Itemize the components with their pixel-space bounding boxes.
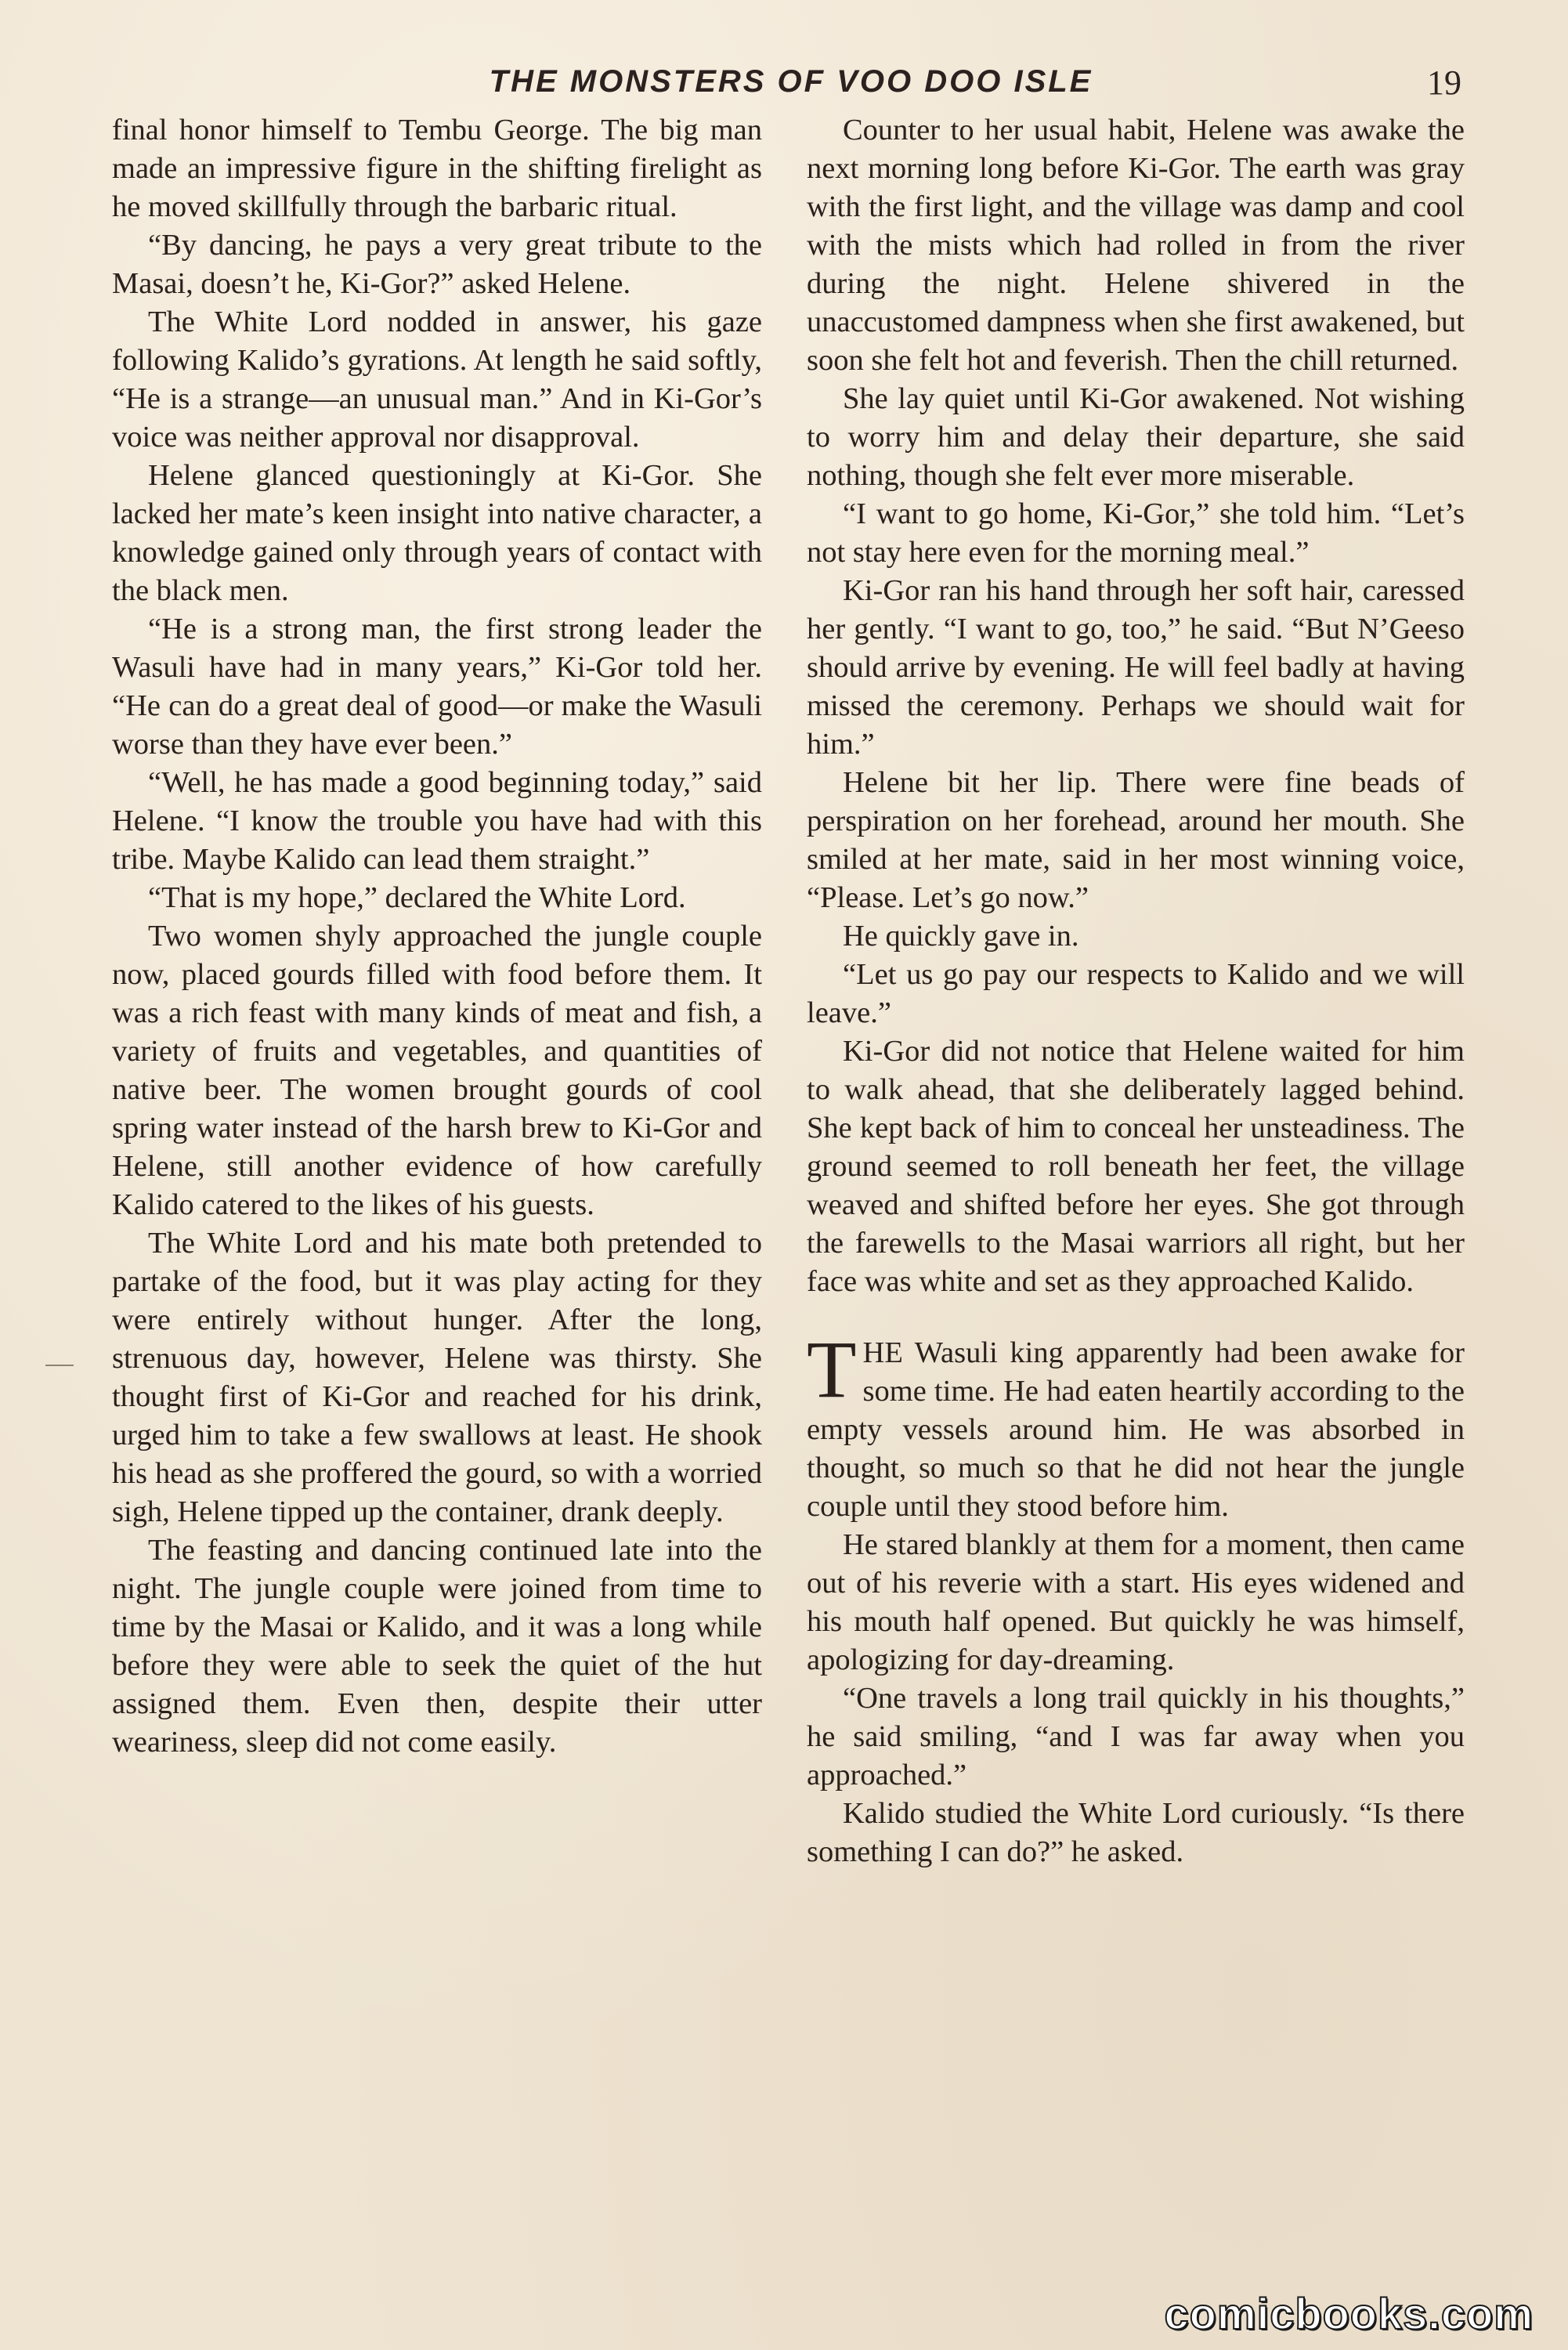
paragraph: “Let us go pay our respects to Kalido and we will leave.”: [807, 958, 1465, 1029]
paragraph: “I want to go home, Ki-Gor,” she told him. “Let’s not stay here even for the morning meal.”: [807, 497, 1465, 569]
margin-mark: [45, 1365, 74, 1366]
drop-cap-continuation: HE: [862, 1336, 903, 1369]
paragraph: “Well, he has made a good beginning today,” said Helene. “I know the trouble you have had with this tribe. Maybe Kalido can lead them straight.”: [112, 766, 762, 876]
paragraph: “One travels a long trail quickly in his thoughts,” he said smiling, “and I was far away when you approached.”: [807, 1682, 1465, 1791]
paragraph: She lay quiet until Ki-Gor awakened. Not wishing to worry him and delay their departure, she said nothing, though she felt ever more miserable.: [807, 382, 1465, 492]
right-column: [807, 111, 1465, 1871]
paragraph: Two women shyly approached the jungle couple now, placed gourds filled with food before them. It was a rich feast with many kinds of meat and fish, a variety of fruits and vegetables, and quantities of native beer. The women brought gourds of cool spring water instead of the harsh brew to Ki-Gor and Helene, still another evidence of how carefully Kalido catered to the likes of his guests.: [112, 920, 762, 1221]
drop-cap: T: [807, 1325, 857, 1415]
paragraph: Helene bit her lip. There were fine beads of perspiration on her forehead, around her mouth. She smiled at her mate, said in her most winning voice, “Please. Let’s go now.”: [807, 766, 1465, 914]
paragraph: Kalido studied the White Lord curiously. “Is there something I can do?” he asked.: [807, 1797, 1465, 1868]
paragraph: final honor himself to Tembu George. The big man made an impressive figure in the shifting firelight as he moved skillfully through the barbaric ritual.: [112, 114, 762, 223]
section-break-paragraph: [807, 1325, 1465, 1526]
paragraph: “That is my hope,” declared the White Lord.: [148, 881, 686, 914]
paragraph: Counter to her usual habit, Helene was awake the next morning long before Ki-Gor. The earth was gray with the first light, and the village was damp and cool with the mists which had rolled in from the river during the night. Helene shivered in the unaccustomed dampness when she first awakened, but soon she felt hot and feverish. Then the chill returned.: [807, 114, 1465, 377]
paragraph: Ki-Gor did not notice that Helene waited for him to walk ahead, that she deliberately lagged behind. She kept back of him to conceal her unsteadiness. The ground seemed to roll beneath her feet, the village weaved and shifted before her eyes. She got through the farewells to the Masai warriors all right, but her face was white and set as they approached Kalido.: [807, 1035, 1465, 1298]
paragraph: The feasting and dancing continued late into the night. The jungle couple were joined from time to time by the Masai or Kalido, and it was a long while before they were able to seek the quiet of the hut assigned them. Even then, despite their utter weariness, sleep did not come easily.: [112, 1534, 762, 1759]
paragraph: “By dancing, he pays a very great tribute to the Masai, doesn’t he, Ki-Gor?” asked Helene.: [112, 229, 762, 300]
page-number: 19: [1427, 63, 1461, 102]
paragraph: Helene glanced questioningly at Ki-Gor. She lacked her mate’s keen insight into native character, a knowledge gained only through years of contact with the black men.: [112, 459, 762, 607]
paragraph: The White Lord and his mate both pretended to partake of the food, but it was play acting for they were entirely without hunger. After the long, strenuous day, however, Helene was thirsty. She thought first of Ki-Gor and reached for his drink, urged him to take a few swallows at least. He shook his head as she proffered the gourd, so with a worried sigh, Helene tipped up the container, drank deeply.: [112, 1227, 762, 1528]
paragraph: He stared blankly at them for a moment, then came out of his reverie with a start. His eyes widened and his mouth half opened. But quickly he was himself, apologizing for day-dreaming.: [807, 1528, 1465, 1676]
left-column: [112, 111, 762, 1762]
paragraph: Ki-Gor ran his hand through her soft hair, caressed her gently. “I want to go, too,” he said. “But N’Geeso should arrive by evening. He will feel badly at having missed the ceremony. Perhaps we should wait for him.”: [807, 574, 1465, 761]
site-watermark: comicbooks.com: [1164, 2289, 1534, 2338]
running-title: THE MONSTERS OF VOO DOO ISLE: [489, 64, 1093, 99]
paragraph: “He is a strong man, the first strong leader the Wasuli have had in many years,” Ki-Gor told her. “He can do a great deal of good—or make the Wasuli worse than they have ever been.”: [112, 613, 762, 761]
section-break-text: Wasuli king apparently had been awake for some time. He had eaten heartily according to the empty vessels around him. He was absorbed in thought, so much so that he did not hear the jungle couple until they stood before him.: [807, 1336, 1465, 1523]
paragraph: The White Lord nodded in answer, his gaze following Kalido’s gyrations. At length he said softly, “He is a strange—an unusual man.” And in Ki-Gor’s voice was neither approval nor disapproval.: [112, 306, 762, 454]
paragraph: He quickly gave in.: [843, 920, 1079, 953]
